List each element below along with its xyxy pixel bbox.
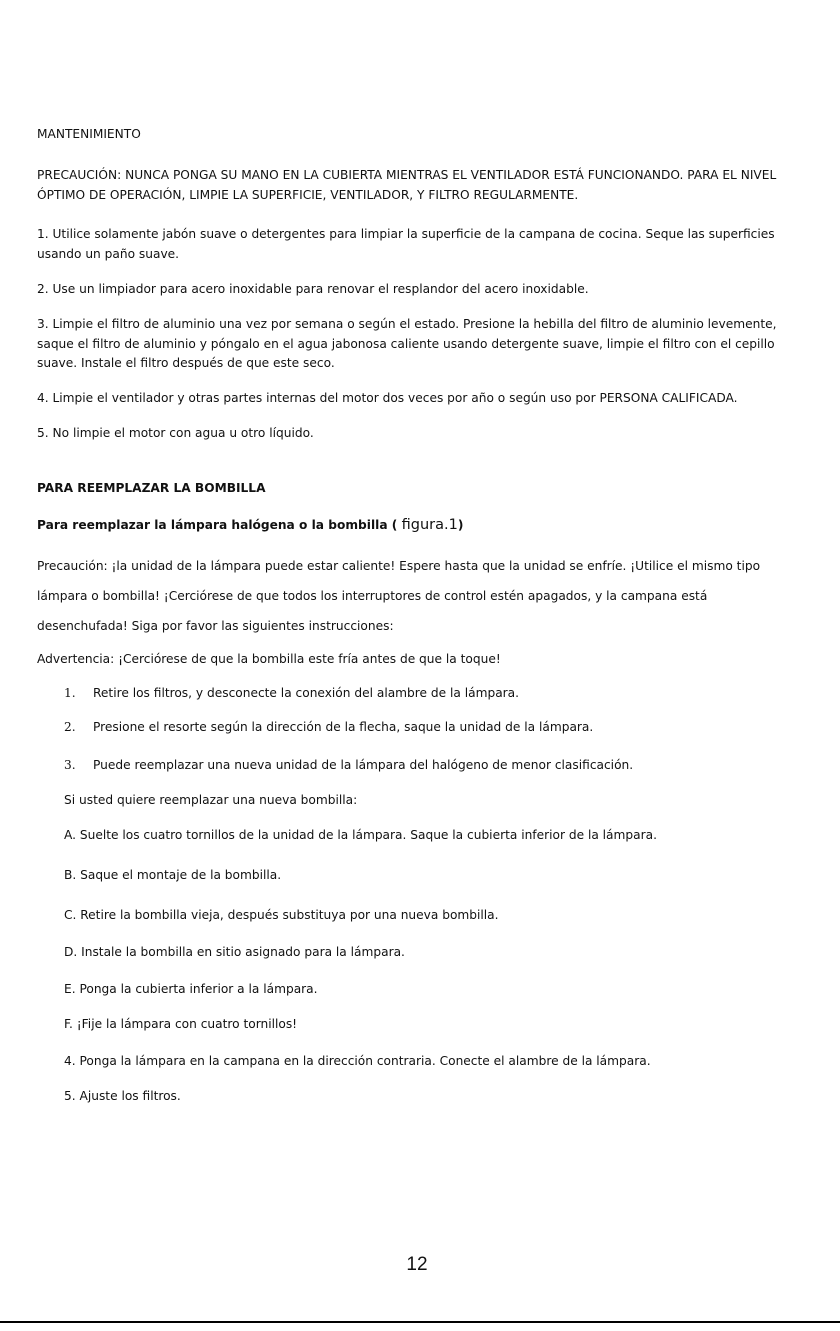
maintenance-step-5: 5. No limpie el motor con agua u otro líquido. bbox=[37, 426, 314, 440]
page-number: 12 bbox=[406, 1254, 428, 1275]
numbered-step-3: 3. Puede reemplazar una nueva unidad de la lámpara del halógeno de menor clasificación. bbox=[64, 758, 634, 772]
numbered-step-1: 1. Retire los filtros, y desconecte la conexión del alambre de la lámpara. bbox=[64, 686, 520, 700]
final-step-5: 5. Ajuste los filtros. bbox=[64, 1089, 181, 1103]
bulb-warning: Advertencia: ¡Cerciórese de que la bombilla este fría antes de que la toque! bbox=[37, 652, 501, 666]
lettered-step-f: F. ¡Fije la lámpara con cuatro tornillos! bbox=[64, 1017, 298, 1031]
bulb-subtitle: Para reemplazar la lámpara halógena o la bombilla ( figura.1) bbox=[37, 517, 464, 533]
lettered-step-e: E. Ponga la cubierta inferior a la lámpara. bbox=[64, 982, 318, 996]
maintenance-title: MANTENIMIENTO bbox=[37, 127, 141, 141]
lettered-step-a: A. Suelte los cuatro tornillos de la unidad de la lámpara. Saque la cubierta inferior de la lámpara. bbox=[64, 828, 657, 842]
lettered-step-b: B. Saque el montaje de la bombilla. bbox=[64, 868, 282, 882]
numbered-step-2: 2. Presione el resorte según la dirección de la flecha, saque la unidad de la lámpara. bbox=[64, 720, 594, 734]
maintenance-caution: PRECAUCIÓN: NUNCA PONGA SU MANO EN LA CUBIERTA MIENTRAS EL VENTILADOR ESTÁ FUNCIONANDO. PARA EL NIVEL ÓPTIMO DE OPERACIÓN, LIMPIE LA SUPERFICIE, VENTILADOR, Y FILTRO REGULARMENTE. bbox=[37, 168, 777, 202]
maintenance-step-3: 3. Limpie el filtro de aluminio una vez por semana o según el estado. Presione la hebilla del filtro de aluminio levemente, saque el filtro de aluminio y póngalo en el agua jabonosa caliente usando detergente suave, limpie el filtro con el cepillo suave. Instale el filtro después de que este seco. bbox=[37, 317, 777, 370]
maintenance-step-4: 4. Limpie el ventilador y otras partes internas del motor dos veces por año o según uso por PERSONA CALIFICADA. bbox=[37, 391, 738, 405]
lettered-step-c: C. Retire la bombilla vieja, después substituya por una nueva bombilla. bbox=[64, 908, 499, 922]
lettered-step-d: D. Instale la bombilla en sitio asignado para la lámpara. bbox=[64, 945, 405, 959]
sub-intro: Si usted quiere reemplazar una nueva bombilla: bbox=[64, 793, 358, 807]
figure-reference: figura.1 bbox=[401, 517, 458, 533]
bottom-divider bbox=[0, 1321, 840, 1323]
maintenance-step-2: 2. Use un limpiador para acero inoxidable para renovar el resplandor del acero inoxidable. bbox=[37, 282, 589, 296]
bulb-precaution: Precaución: ¡la unidad de la lámpara puede estar caliente! Espere hasta que la unidad se enfríe. ¡Utilice el mismo tipo lámpara o bombilla! ¡Cerciórese de que todos los interruptores de control estén apagados, y la campana está desenchufada! Siga por favor las siguientes instrucciones: bbox=[37, 559, 761, 633]
final-step-4: 4. Ponga la lámpara en la campana en la dirección contraria. Conecte el alambre de la lámpara. bbox=[64, 1054, 651, 1068]
maintenance-step-1: 1. Utilice solamente jabón suave o detergentes para limpiar la superficie de la campana de cocina. Seque las superficies usando un paño suave. bbox=[37, 227, 775, 261]
bulb-section-title: PARA REEMPLAZAR LA BOMBILLA bbox=[37, 481, 266, 495]
